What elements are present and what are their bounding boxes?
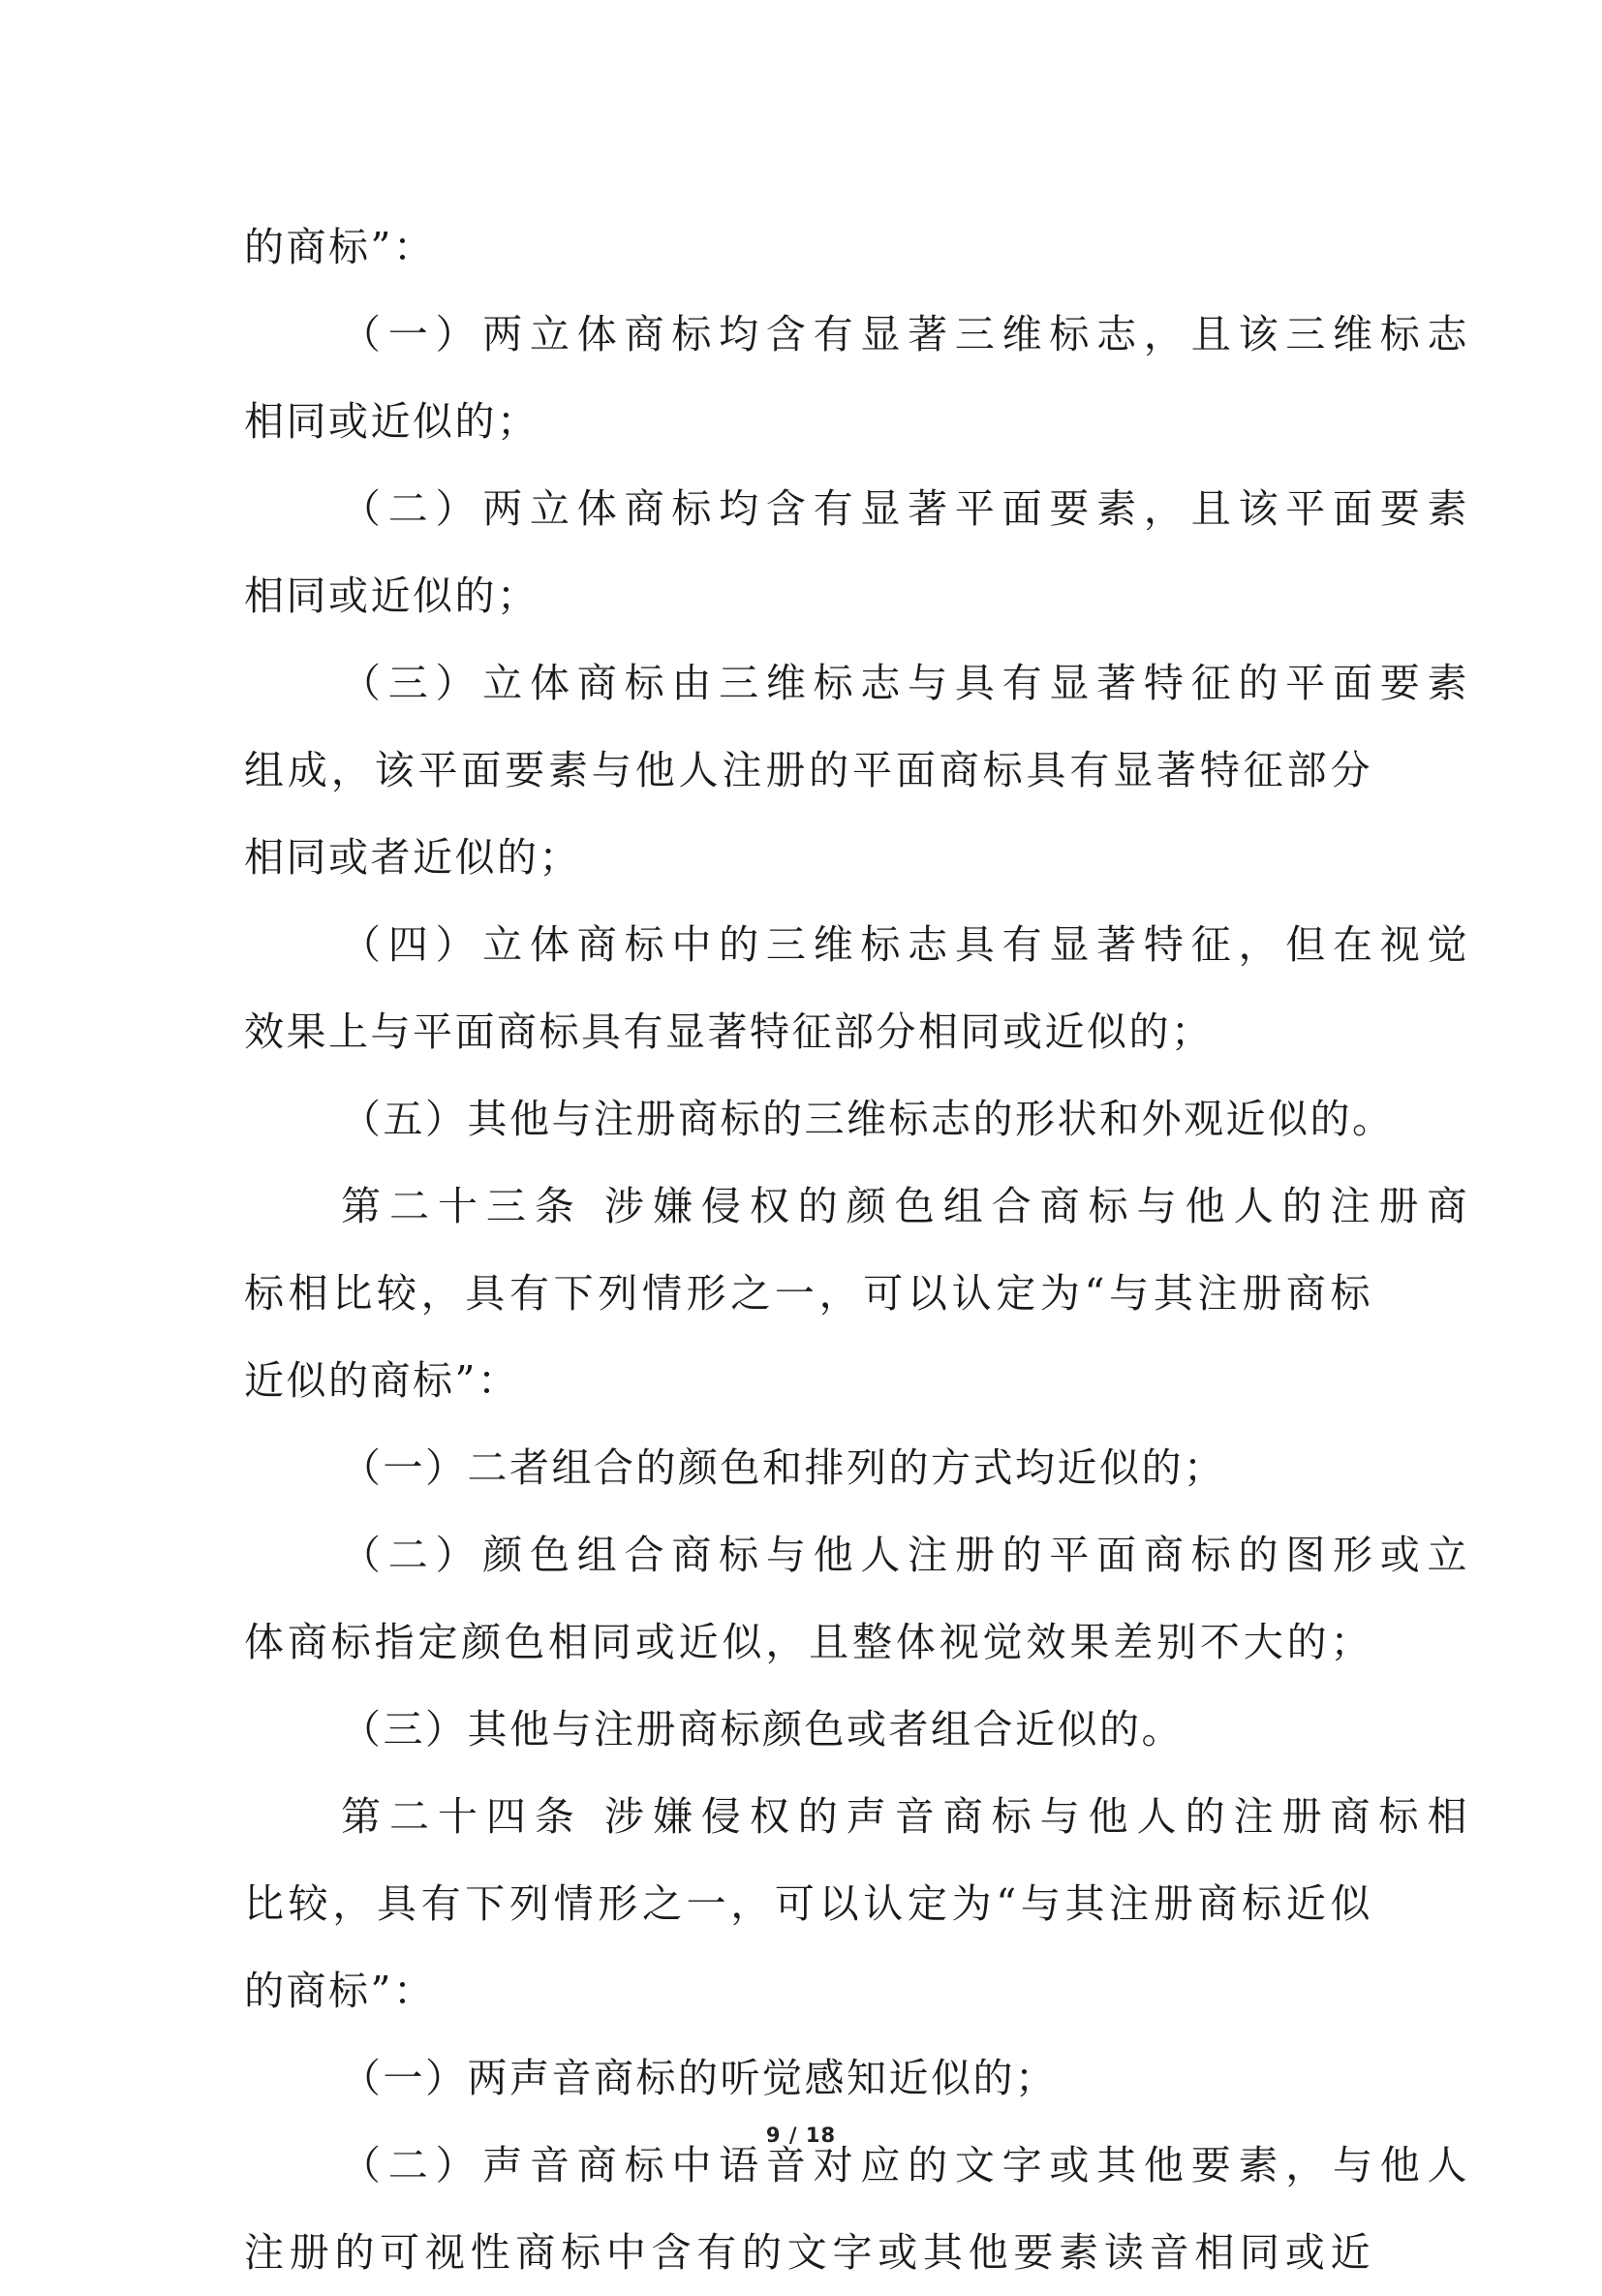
- text-line: 标相比较，具有下列情形之一，可以认定为“与其注册商标: [244, 1270, 1372, 1317]
- text-line: 效果上与平面商标具有显著特征部分相同或近似的；: [244, 1008, 1214, 1055]
- text-line: 比较，具有下列情形之一，可以认定为“与其注册商标近似: [244, 1880, 1372, 1927]
- text-line: 近似的商标”：: [244, 1357, 520, 1404]
- text-line: 相同或者近似的；: [244, 834, 581, 881]
- text-line: 注册的可视性商标中含有的文字或其他要素读音相同或近: [244, 2229, 1372, 2276]
- article-heading-line: 第二十四条 涉嫌侵权的声音商标与他人的注册商标相: [341, 1793, 1469, 1840]
- text-line: 的商标”：: [244, 224, 436, 270]
- text-line: 相同或近似的；: [244, 573, 539, 619]
- text-line: （三）立体商标由三维标志与具有显著特征的平面要素: [341, 660, 1469, 706]
- text-line: （四）立体商标中的三维标志具有显著特征，但在视觉: [341, 921, 1469, 968]
- article-heading-line: 第二十三条 涉嫌侵权的颜色组合商标与他人的注册商: [341, 1183, 1469, 1229]
- text-line: 组成，该平面要素与他人注册的平面商标具有显著特征部分: [244, 747, 1372, 793]
- text-line: （二）颜色组合商标与他人注册的平面商标的图形或立: [341, 1532, 1469, 1578]
- text-line: （一）两立体商标均含有显著三维标志，且该三维标志: [341, 311, 1469, 357]
- text-line: 的商标”：: [244, 1968, 436, 2014]
- text-line: 体商标指定颜色相同或近似，且整体视觉效果差别不大的；: [244, 1619, 1372, 1665]
- page-number: 9 / 18: [765, 2124, 837, 2147]
- text-line: （五）其他与注册商标的三维标志的形状和外观近似的。: [341, 1096, 1395, 1142]
- text-line: （二）两立体商标均含有显著平面要素，且该平面要素: [341, 485, 1469, 532]
- text-line: （一）两声音商标的听觉感知近似的；: [341, 2055, 1058, 2101]
- text-line: （三）其他与注册商标颜色或者组合近似的。: [341, 1706, 1184, 1753]
- text-line: （二）声音商标中语音对应的文字或其他要素，与他人: [341, 2142, 1469, 2188]
- text-line: （一）二者组合的颜色和排列的方式均近似的；: [341, 1444, 1226, 1491]
- text-line: 相同或近似的；: [244, 398, 539, 445]
